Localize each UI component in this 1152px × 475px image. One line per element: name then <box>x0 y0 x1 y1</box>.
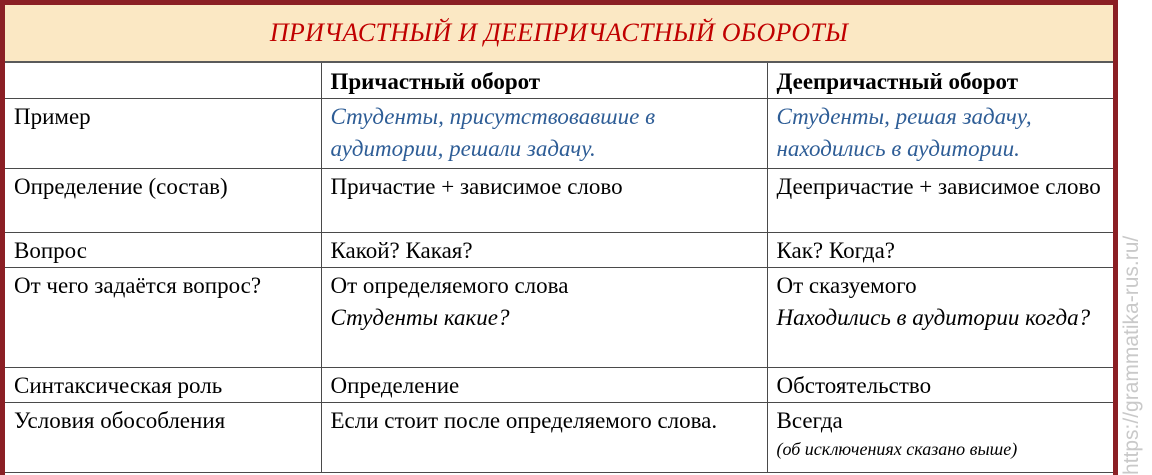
comparison-table <box>5 63 1113 473</box>
table-row <box>5 268 1113 368</box>
table-row <box>5 233 1113 268</box>
cell-adverbial-definition: Деепричастие + зависимое слово <box>767 169 1113 233</box>
cell-text: От сказуемого <box>776 273 917 298</box>
cell-participial-question-source <box>321 268 767 368</box>
page-title: ПРИЧАСТНЫЙ И ДЕЕПРИЧАСТНЫЙ ОБОРОТЫ <box>269 18 849 47</box>
row-label-syntax-role: Синтаксическая роль <box>5 368 321 403</box>
table-header <box>5 5 1113 63</box>
table-row <box>5 368 1113 403</box>
cell-text: Всегда <box>776 408 843 433</box>
cell-text: От определяемого слова <box>330 273 569 298</box>
table-row <box>5 403 1113 473</box>
cell-adverbial-example: Студенты, решая задачу, находились в аудитории. <box>767 99 1113 169</box>
column-header-empty <box>5 63 321 99</box>
row-label-definition: Определение (состав) <box>5 169 321 233</box>
cell-participial-example: Студенты, присутствовавшие в аудитории, решали задачу. <box>321 99 767 169</box>
cell-adverbial-isolation <box>767 403 1113 473</box>
cell-participial-question: Какой? Какая? <box>321 233 767 268</box>
row-label-isolation: Условия обособления <box>5 403 321 473</box>
row-label-question: Вопрос <box>5 233 321 268</box>
column-header-adverbial: Деепричастный оборот <box>767 63 1113 99</box>
row-label-example: Пример <box>5 99 321 169</box>
cell-adverbial-question-source <box>767 268 1113 368</box>
cell-italic-example: Студенты какие? <box>330 305 510 330</box>
cell-participial-syntax-role: Определение <box>321 368 767 403</box>
cell-adverbial-syntax-role: Обстоятельство <box>767 368 1113 403</box>
cell-participial-isolation: Если стоит после определяемого слова. <box>321 403 767 473</box>
cell-adverbial-question: Как? Когда? <box>767 233 1113 268</box>
cell-note: (об исключениях сказано выше) <box>776 439 1018 459</box>
table-row <box>5 169 1113 233</box>
cell-participial-definition: Причастие + зависимое слово <box>321 169 767 233</box>
row-label-question-source: От чего задаётся вопрос? <box>5 268 321 368</box>
column-header-participial: Причастный оборот <box>321 63 767 99</box>
cell-italic-example: Находились в аудитории когда? <box>776 305 1091 330</box>
table-row <box>5 99 1113 169</box>
watermark: https://grammatika-rus.ru/ <box>1120 235 1143 475</box>
table-header-row <box>5 63 1113 99</box>
